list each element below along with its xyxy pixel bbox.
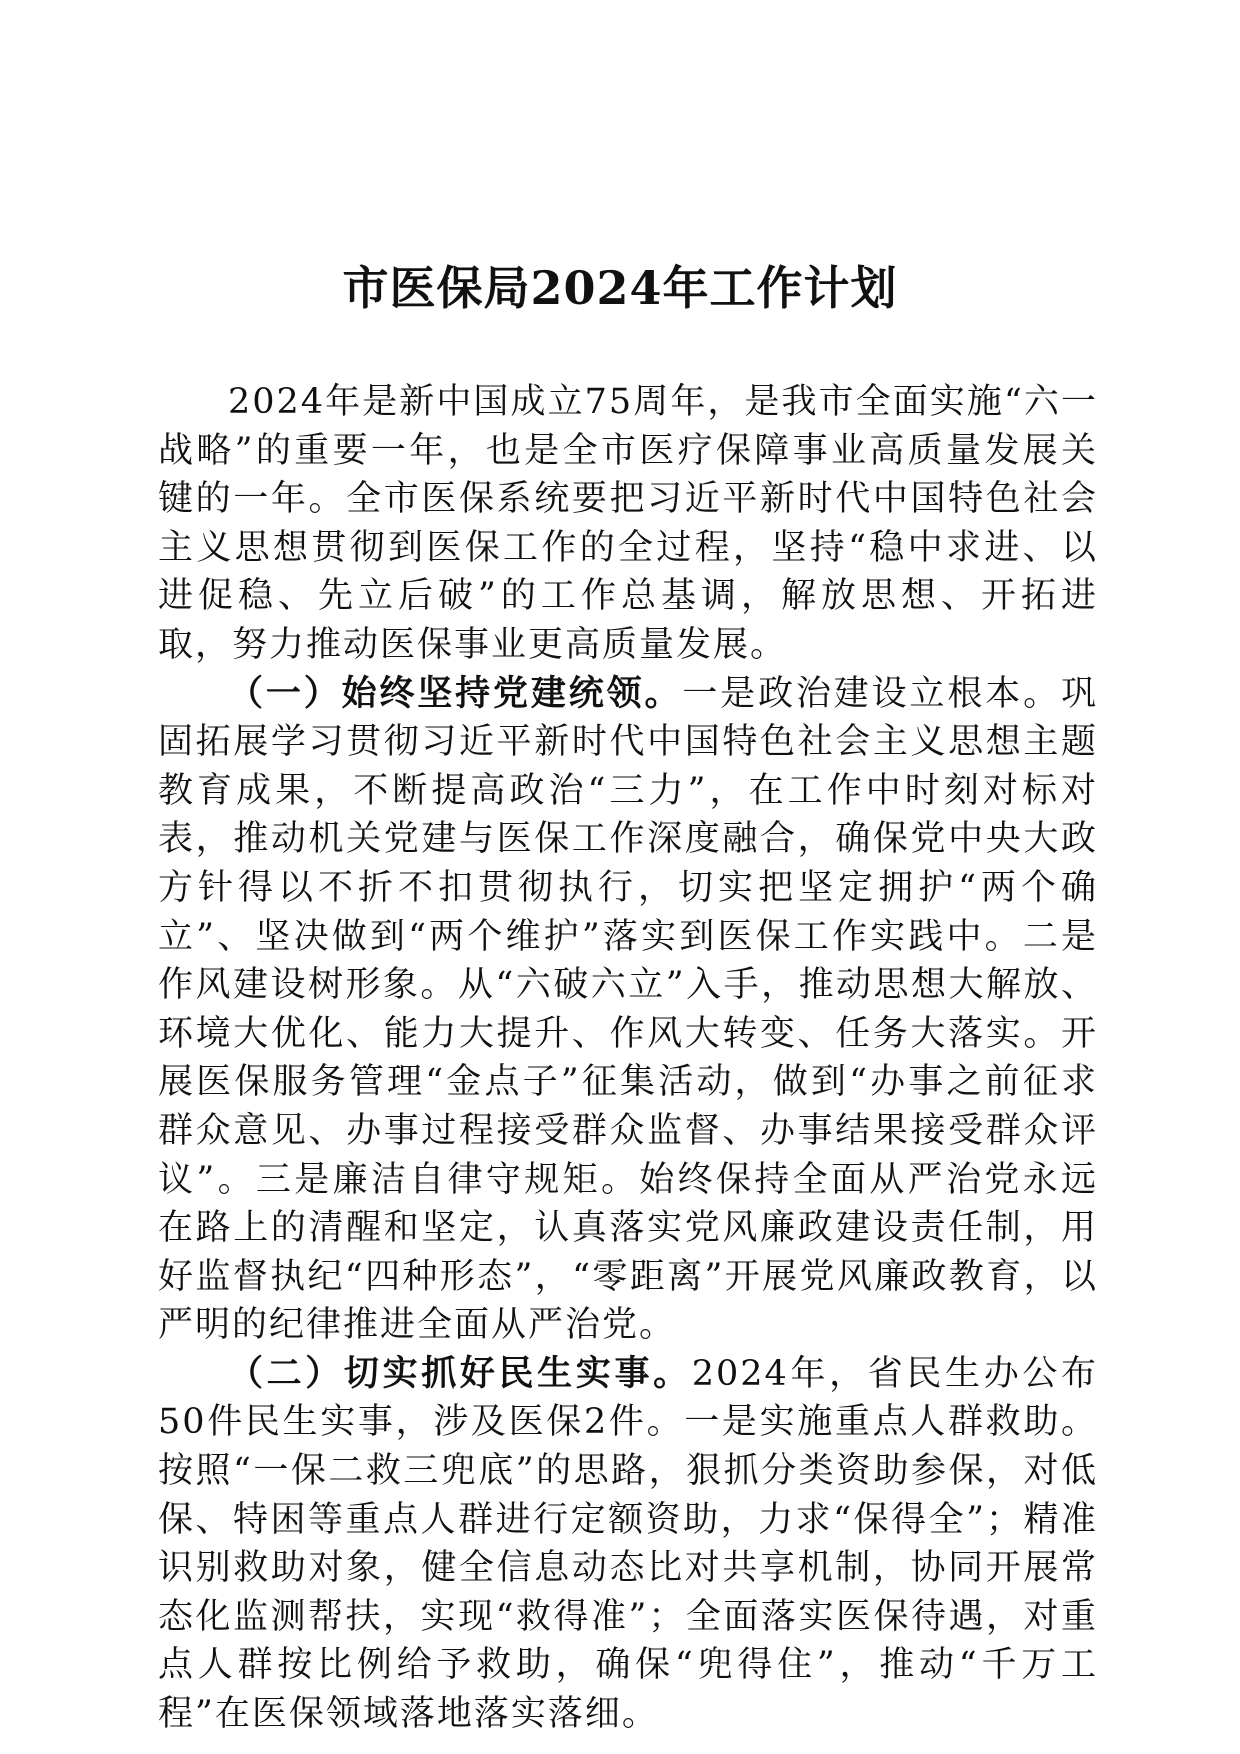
document-body: [158, 378, 1098, 1739]
section-body: 2024年，省民生办公布50件民生实事，涉及医保2件。一是实施重点人群救助。按照“一保二救三兜底”的思路，狠抓分类资助参保，对低保、特困等重点人群进行定额资助，力求“保得全”；精准识别救助对象，健全信息动态比对共享机制，协同开展常态化监测帮扶，实现“救得准”；全面落实医保待遇，对重点人群按比例给予救助，确保“兜得住”，推动“千万工程”在医保领域落地落实落细。: [158, 1353, 1098, 1735]
document-title: 市医保局2024年工作计划: [342, 261, 898, 315]
intro-paragraph: 2024年是新中国成立75周年，是我市全面实施“六一战略”的重要一年，也是全市医疗保障事业高质量发展关键的一年。全市医保系统要把习近平新时代中国特色社会主义思想贯彻到医保工作的全过程，坚持“稳中求进、以进促稳、先立后破”的工作总基调，解放思想、开拓进取，努力推动医保事业更高质量发展。: [158, 382, 1098, 665]
section-paragraph-livelihood: [158, 1350, 1098, 1739]
section-heading: （二）切实抓好民生实事。: [228, 1352, 692, 1394]
section-body: 一是政治建设立根本。巩固拓展学习贯彻习近平新时代中国特色社会主义思想主题教育成果，不断提高政治“三力”，在工作中时刻对标对表，推动机关党建与医保工作深度融合，确保党中央大政方针得以不折不扣贯彻执行，切实把坚定拥护“两个确立”、坚决做到“两个维护”落实到医保工作实践中。二是作风建设树形象。从“六破六立”入手，推动思想大解放、环境大优化、能力大提升、作风大转变、任务大落实。开展医保服务管理“金点子”征集活动，做到“办事之前征求群众意见、办事过程接受群众监督、办事结果接受群众评议”。三是廉洁自律守规矩。始终保持全面从严治党永远在路上的清醒和坚定，认真落实党风廉政建设责任制，用好监督执纪“四种形态”，“零距离”开展党风廉政教育，以严明的纪律推进全面从严治党。: [158, 673, 1098, 1346]
section-heading: （一）始终坚持党建统领。: [228, 672, 683, 714]
section-paragraph-party-building: [158, 670, 1098, 1350]
